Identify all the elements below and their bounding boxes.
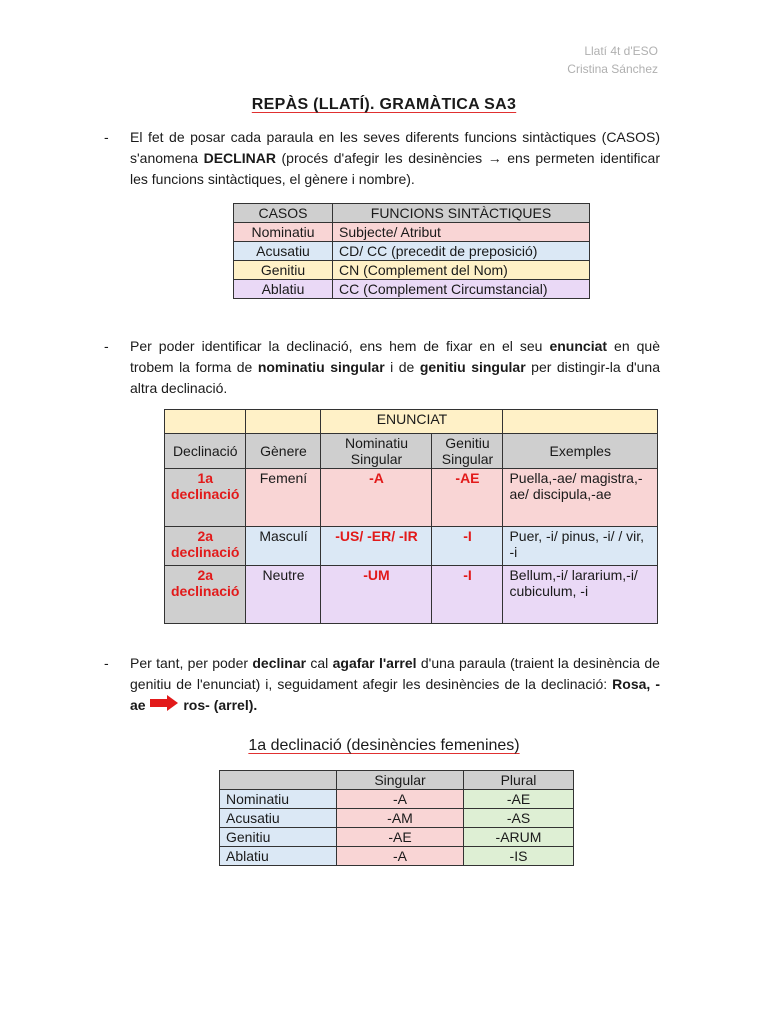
genitive-ending: -I [432,527,503,566]
table-header: CASOS [234,204,333,223]
section-subtitle: 1a declinació (desinències femenines) [248,737,520,754]
gender: Masculí [246,527,321,566]
singular-ending: -AM [337,809,464,828]
genitive-ending: -AE [432,469,503,527]
declension-name: 2a declinació [165,566,246,624]
examples: Puer, -i/ pinus, -i/ / vir, -i [503,527,658,566]
table-header: FUNCIONS SINTÀCTIQUES [333,204,590,223]
case-function: CN (Complement del Nom) [333,261,590,280]
case-name: Ablatiu [234,280,333,299]
bullet-marker: - [104,129,109,145]
plural-ending: -AE [464,790,574,809]
bullet-marker: - [104,655,109,671]
singular-ending: -A [337,847,464,866]
example-arrel: ros- (arrel). [183,697,258,713]
header-course: Llatí 4t d'ESO [584,44,658,58]
example-rosa: Rosa, -ae [130,676,660,713]
right-arrow-icon [149,695,179,717]
genitive-ending: -I [432,566,503,624]
case-name: Nominatiu [234,223,333,242]
case-name: Acusatiu [220,809,337,828]
cases-table [233,203,590,299]
case-name: Genitiu [220,828,337,847]
paragraph-arrel: - Per tant, per poder declinar cal agafar l'arrel d'una paraula (traient la desinència de genitiu de l'enunciat) i, seguidament afegir les desinències de la declinació: Rosa, -ae ros- (arrel). [130,653,660,717]
case-function: CD/ CC (precedit de preposició) [333,242,590,261]
keyword-nominatiu-singular: nominatiu singular [257,359,385,375]
endings-table [219,770,574,866]
plural-ending: -ARUM [464,828,574,847]
keyword-genitiu-singular: genitiu singular [419,359,526,375]
header-author: Cristina Sánchez [567,62,658,76]
table-header [220,771,337,790]
singular-ending: -AE [337,828,464,847]
examples: Puella,-ae/ magistra,-ae/ discipula,-ae [503,469,658,527]
declension-name: 2a declinació [165,527,246,566]
case-function: Subjecte/ Atribut [333,223,590,242]
plural-ending: -IS [464,847,574,866]
gender: Neutre [246,566,321,624]
case-name: Nominatiu [220,790,337,809]
table-header: Gènere [246,434,321,469]
keyword-declinar: DECLINAR [203,150,276,166]
gender: Femení [246,469,321,527]
nominative-ending: -UM [321,566,432,624]
case-name: Ablatiu [220,847,337,866]
paragraph-declinar: - El fet de posar cada paraula en les seves diferents funcions sintàctiques (CASOS) s'anomena DECLINAR (procés d'afegir les desinències → ens permeten identificar les funcions sintàctiques, el gènere i nombre). [104,129,660,187]
declension-name: 1a declinació [165,469,246,527]
table-header: Plural [464,771,574,790]
keyword-agafar-arrel: agafar l'arrel [332,655,417,671]
plural-ending: -AS [464,809,574,828]
nominative-ending: -US/ -ER/ -IR [321,527,432,566]
keyword-declinar: declinar [252,655,307,671]
table-header: Genitiu Singular [432,434,503,469]
table-header: Nominatiu Singular [321,434,432,469]
keyword-enunciat: enunciat [549,338,608,354]
case-name: Genitiu [234,261,333,280]
table-header: Declinació [165,434,246,469]
case-name: Acusatiu [234,242,333,261]
page-title: REPÀS (LLATÍ). GRAMÀTICA SA3 [251,96,517,113]
table-header: Singular [337,771,464,790]
case-function: CC (Complement Circumstancial) [333,280,590,299]
enunciat-group-header: ENUNCIAT [321,410,503,434]
table-header: Exemples [503,434,658,469]
examples: Bellum,-i/ lararium,-i/ cubiculum, -i [503,566,658,624]
page-header [567,42,658,78]
bullet-marker: - [104,338,109,354]
nominative-ending: -A [321,469,432,527]
declension-table [164,409,658,624]
singular-ending: -A [337,790,464,809]
paragraph-enunciat: - Per poder identificar la declinació, ens hem de fixar en el seu enunciat en què trobem la forma de nominatiu singular i de genitiu singular per distingir-la d'una altra declinació. [104,338,661,396]
